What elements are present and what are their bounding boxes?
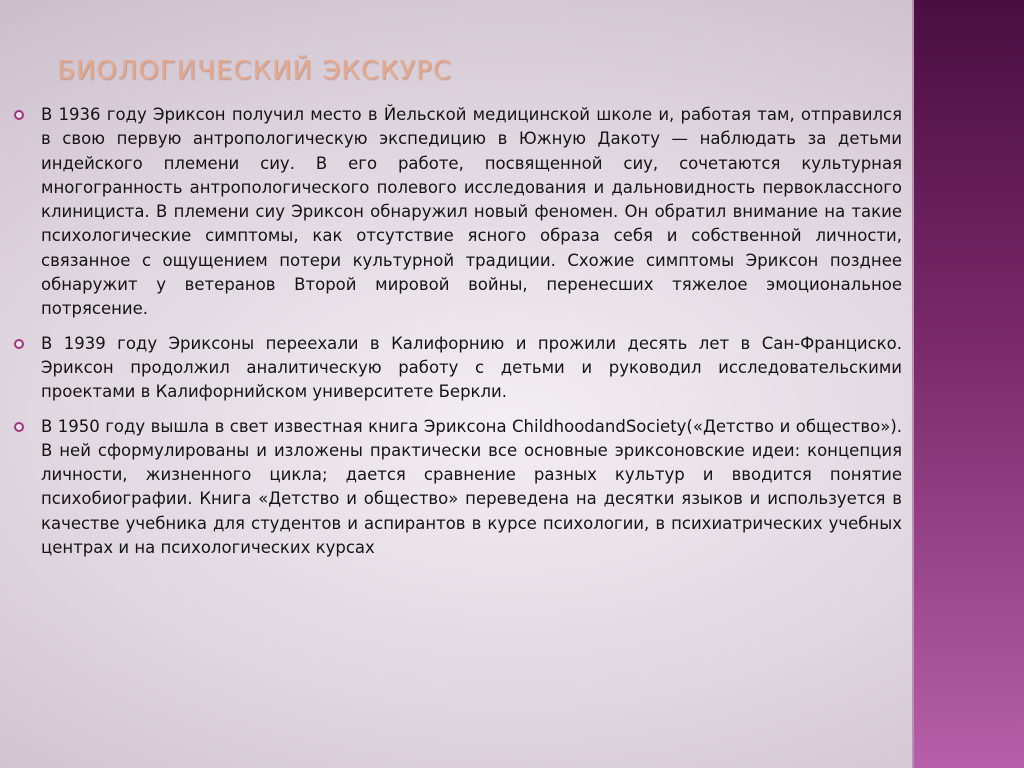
circle-bullet-icon bbox=[14, 339, 24, 349]
bullet-list bbox=[14, 103, 902, 570]
bullet-text: В 1936 году Эриксон получил место в Йельской медицинской школе и, работая там, отправился в свою первую антропологическую экспедицию в Южную Дакоту — наблюдать за детьми индейского племени сиу. В его работе, посвященной сиу, сочетаются культурная многогранность антропологического полевого исследования и дальновидность первоклассного клинициста. В племени сиу Эриксон обнаружил новый феномен. Он обратил внимание на такие психологические симптомы, как отсутствие ясного образа себя и собственной личности, связанное с ощущением потери культурной традиции. Схожие симптомы Эриксон позднее обнаружит у ветеранов Второй мировой войны, перенесших тяжелое эмоциональное потрясение. bbox=[41, 105, 902, 319]
circle-bullet-icon bbox=[14, 110, 24, 120]
bullet-item bbox=[14, 415, 902, 561]
circle-bullet-icon bbox=[14, 422, 24, 432]
bullet-text: В 1939 году Эриксоны переехали в Калифорнию и прожили десять лет в Сан-Франциско. Эриксон продолжил аналитическую работу с детьми и руководил исследовательскими проектами в Калифорнийском университете Беркли. bbox=[41, 333, 902, 402]
decorative-side-band bbox=[912, 0, 1024, 768]
slide-title: БИОЛОГИЧЕСКИЙ ЭКСКУРС bbox=[57, 56, 453, 86]
bullet-text: В 1950 году вышла в свет известная книга Эриксона ChildhoodandSociety(«Детство и общество»). В ней сформулированы и изложены практически все основные эриксоновские идеи: концепция личности, жизненного цикла; дается сравнение разных культур и вводится понятие психобиографии. Книга «Детство и общество» переведена на десятки языков и используется в качестве учебника для студентов и аспирантов в курсе психологии, в психиатрических учебных центрах и на психологических курсах bbox=[41, 416, 902, 558]
bullet-item bbox=[14, 103, 902, 322]
bullet-item bbox=[14, 332, 902, 405]
